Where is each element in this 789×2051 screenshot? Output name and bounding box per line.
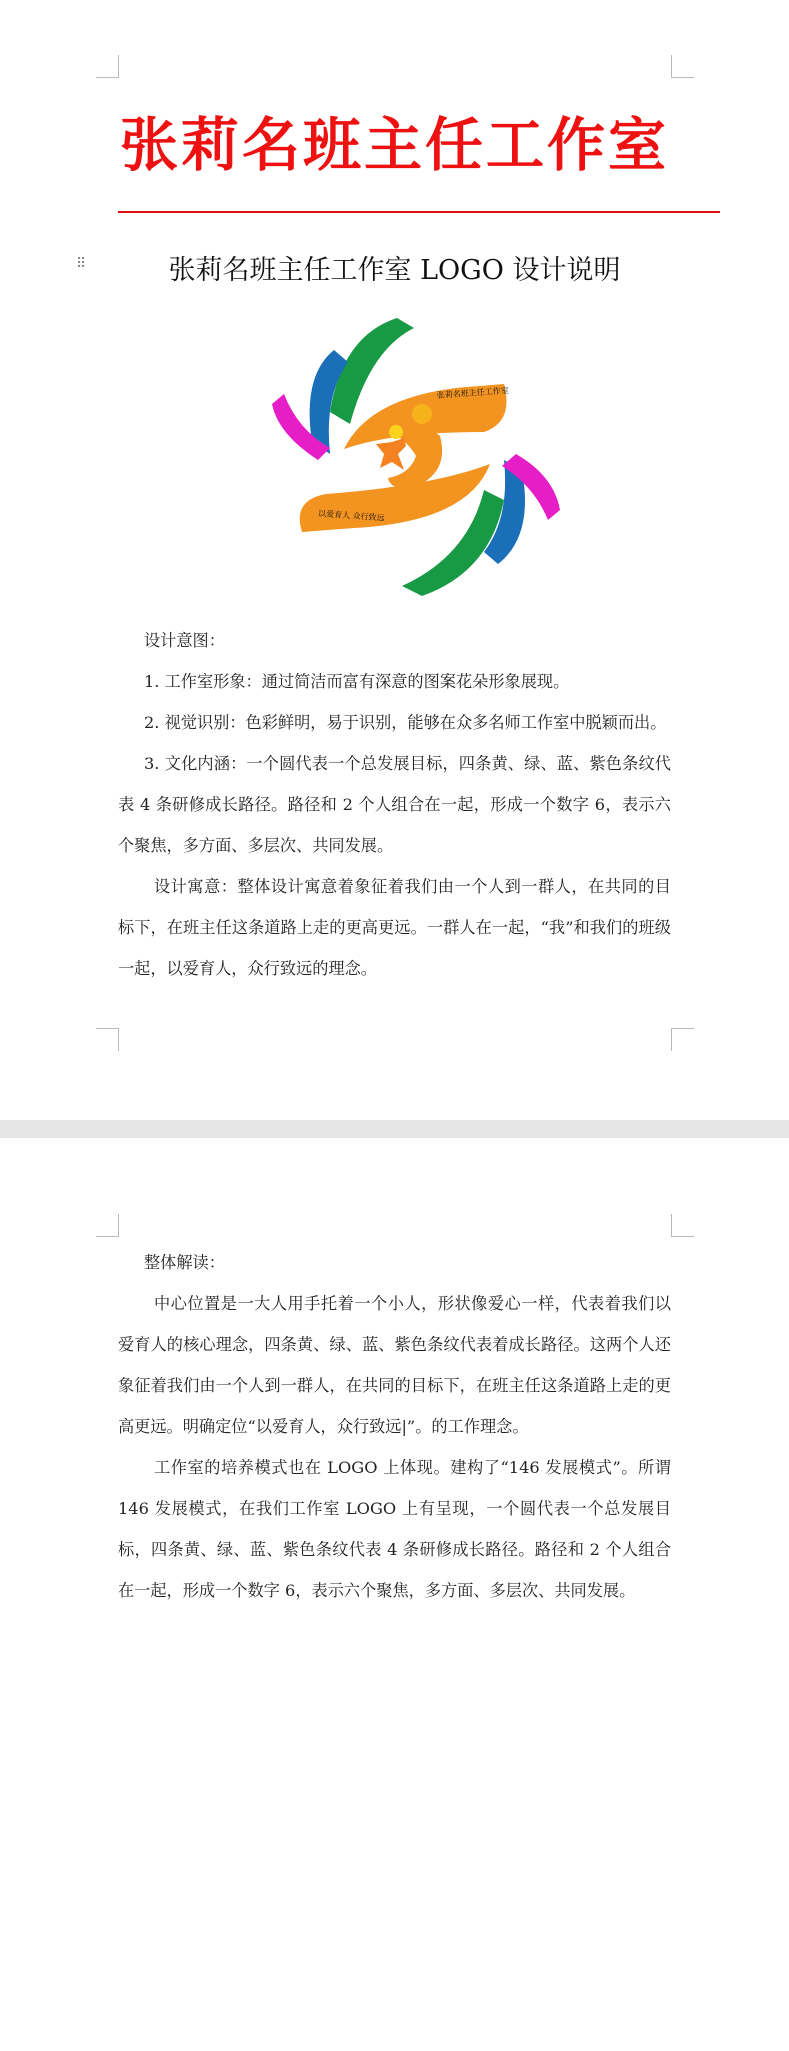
drag-handle-icon[interactable]: ⠿ (76, 256, 87, 272)
studio-header-title: 张莉名班主任工作室 (119, 111, 669, 179)
intent-item-2: 2. 视觉识别：色彩鲜明，易于识别，能够在众多名师工作室中脱颖而出。 (144, 713, 667, 732)
margin-corner-top-right (671, 1214, 694, 1237)
margin-corner-top-left (96, 1214, 119, 1237)
design-intent-section (118, 620, 671, 989)
overall-interpretation-section (118, 1242, 671, 1611)
document-page-2 (0, 1138, 789, 2051)
margin-corner-bottom-right (671, 1028, 694, 1051)
intent-item-1: 1. 工作室形象：通过简洁而富有深意的图案花朵形象展现。 (144, 672, 570, 691)
intent-item-3: 3. 文化内涵：一个圆代表一个总发展目标，四条黄、绿、蓝、紫色条纹代表 4 条研修成长路径。路径和 2 个人组合在一起，形成一个数字 6，表示六个聚焦，多方面、多层次、共同发展。 (118, 754, 671, 855)
logo-child-body (376, 438, 406, 470)
header-divider (118, 211, 720, 213)
logo-orange-stripe-bottom (300, 464, 490, 532)
logo-child-head (389, 425, 403, 439)
design-meaning-paragraph: 设计寓意：整体设计寓意着象征着我们由一个人到一群人，在共同的目标下，在班主任这条道路上走的更高更远。一群人在一起，“我”和我们的班级一起，以爱育人，众行致远的理念。 (118, 877, 671, 978)
margin-corner-bottom-left (96, 1028, 119, 1051)
intent-heading: 设计意图： (144, 631, 225, 650)
margin-corner-top-left (96, 55, 119, 78)
page-separator (0, 1120, 789, 1138)
overall-heading: 整体解读： (144, 1253, 225, 1272)
overall-paragraph-1: 中心位置是一大人用手托着一个小人，形状像爱心一样，代表着我们以爱育人的核心理念，四条黄、绿、蓝、紫色条纹代表着成长路径。这两个人还象征着我们由一个人到一群人，在共同的目标下，在班主任这条道路上走的更高更远。明确定位“以爱育人，众行致远|”。的工作理念。 (118, 1294, 671, 1436)
document-title: 张莉名班主任工作室 LOGO 设计说明 (168, 255, 621, 286)
logo-adult-head (412, 404, 432, 424)
margin-corner-top-right (671, 55, 694, 78)
logo-text-bottom: 以爱育人 众行致远 (317, 509, 385, 523)
studio-logo (272, 314, 560, 598)
overall-paragraph-2: 工作室的培养模式也在 LOGO 上体现。建构了“146 发展模式”。所谓 146 发展模式，在我们工作室 LOGO 上有呈现，一个圆代表一个总发展目标，四条黄、绿、蓝、紫色条纹代表 4 条研修成长路径。路径和 2 个人组合在一起，形成一个数字 6，表示六个聚焦，多方面、多层次、共同发展。 (118, 1458, 671, 1600)
logo-text-top: 张莉名班主任工作室 (436, 385, 509, 400)
